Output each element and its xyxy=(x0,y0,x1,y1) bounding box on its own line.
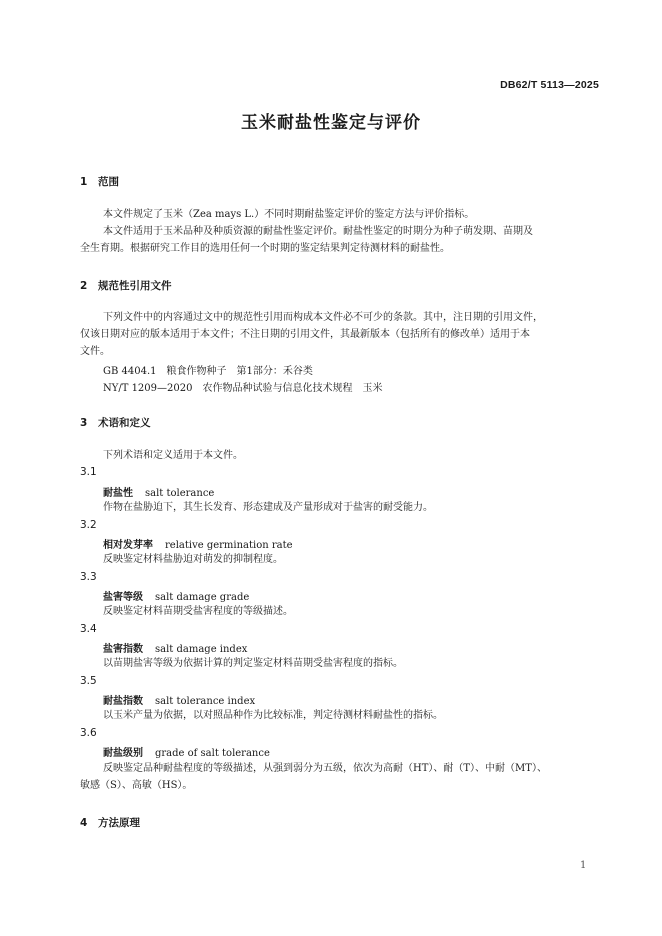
term-name xyxy=(103,588,249,603)
scope-paragraph-2-line-2: 全生育期。根据研究工作目的选用任何一个时期的鉴定结果判定待测材料的耐盐性。 xyxy=(80,243,450,254)
section-heading-3 xyxy=(80,415,151,430)
section-title: 方法原理 xyxy=(98,817,140,829)
references-paragraph-line-1: 下列文件中的内容通过文中的规范性引用而构成本文件必不可少的条款。其中，注日期的引用文件， xyxy=(103,312,543,323)
term-definition: 反映鉴定品种耐盐程度的等级描述，从强到弱分为五级，依次为高耐（HT）、耐（T）、中耐（MT）、 xyxy=(103,763,547,774)
term-number: 3.3 xyxy=(80,571,97,583)
term-name xyxy=(103,484,214,499)
terms-intro: 下列术语和定义适用于本文件。 xyxy=(103,450,243,461)
scope-paragraph-1: 本文件规定了玉米（Zea mays L.）不同时期耐盐鉴定评价的鉴定方法与评价指标。 xyxy=(103,209,475,220)
term-zh: 耐盐指数 xyxy=(103,696,143,707)
section-title: 术语和定义 xyxy=(98,417,151,429)
section-title: 规范性引用文件 xyxy=(98,280,172,292)
term-en: relative germination rate xyxy=(165,540,293,551)
term-number: 3.2 xyxy=(80,519,97,531)
scope-paragraph-2-line-1: 本文件适用于玉米品种及种质资源的耐盐性鉴定评价。耐盐性鉴定的时期分为种子萌发期、苗期及 xyxy=(103,226,533,237)
term-number: 3.4 xyxy=(80,623,97,635)
term-definition-continued: 敏感（S）、高敏（HS）。 xyxy=(80,780,193,791)
term-zh: 盐害指数 xyxy=(103,644,143,655)
term-zh: 相对发芽率 xyxy=(103,540,153,551)
reference-item: NY/T 1209—2020 农作物品种试验与信息化技术规程 玉米 xyxy=(103,383,383,394)
term-name xyxy=(103,744,270,759)
references-paragraph-line-3: 文件。 xyxy=(80,346,110,357)
document-number: DB62/T 5113—2025 xyxy=(500,79,599,91)
term-number: 3.1 xyxy=(80,466,97,478)
term-definition: 作物在盐胁迫下，其生长发育、形态建成及产量形成对于盐害的耐受能力。 xyxy=(103,502,433,513)
section-number: 2 xyxy=(80,280,88,292)
section-number: 3 xyxy=(80,417,88,429)
reference-item: GB 4404.1 粮食作物种子 第1部分：禾谷类 xyxy=(103,366,313,377)
term-name xyxy=(103,640,247,655)
section-title: 范围 xyxy=(98,176,119,188)
term-number: 3.6 xyxy=(80,727,97,739)
term-en: salt tolerance index xyxy=(155,696,256,707)
term-en: grade of salt tolerance xyxy=(155,748,270,759)
term-definition: 反映鉴定材料苗期受盐害程度的等级描述。 xyxy=(103,606,293,617)
page-number: 1 xyxy=(580,860,587,871)
section-heading-1 xyxy=(80,174,119,189)
term-zh: 盐害等级 xyxy=(103,592,143,603)
term-en: salt damage grade xyxy=(155,592,250,603)
section-heading-2 xyxy=(80,278,172,293)
term-en: salt tolerance xyxy=(145,488,215,499)
term-definition: 以玉米产量为依据，以对照品种作为比较标准，判定待测材料耐盐性的指标。 xyxy=(103,710,443,721)
term-number: 3.5 xyxy=(80,675,97,687)
term-definition: 以苗期盐害等级为依据计算的判定鉴定材料苗期受盐害程度的指标。 xyxy=(103,658,403,669)
term-en: salt damage index xyxy=(155,644,248,655)
references-paragraph-line-2: 仅该日期对应的版本适用于本文件；不注日期的引用文件，其最新版本（包括所有的修改单）适用于本 xyxy=(80,329,530,340)
term-zh: 耐盐级别 xyxy=(103,748,143,759)
section-number: 4 xyxy=(80,817,88,829)
term-name xyxy=(103,536,293,551)
section-number: 1 xyxy=(80,176,88,188)
term-zh: 耐盐性 xyxy=(103,488,133,499)
term-definition: 反映鉴定材料盐胁迫对萌发的抑制程度。 xyxy=(103,554,283,565)
document-title: 玉米耐盐性鉴定与评价 xyxy=(241,113,421,133)
section-heading-4 xyxy=(80,815,140,830)
term-name xyxy=(103,692,255,707)
